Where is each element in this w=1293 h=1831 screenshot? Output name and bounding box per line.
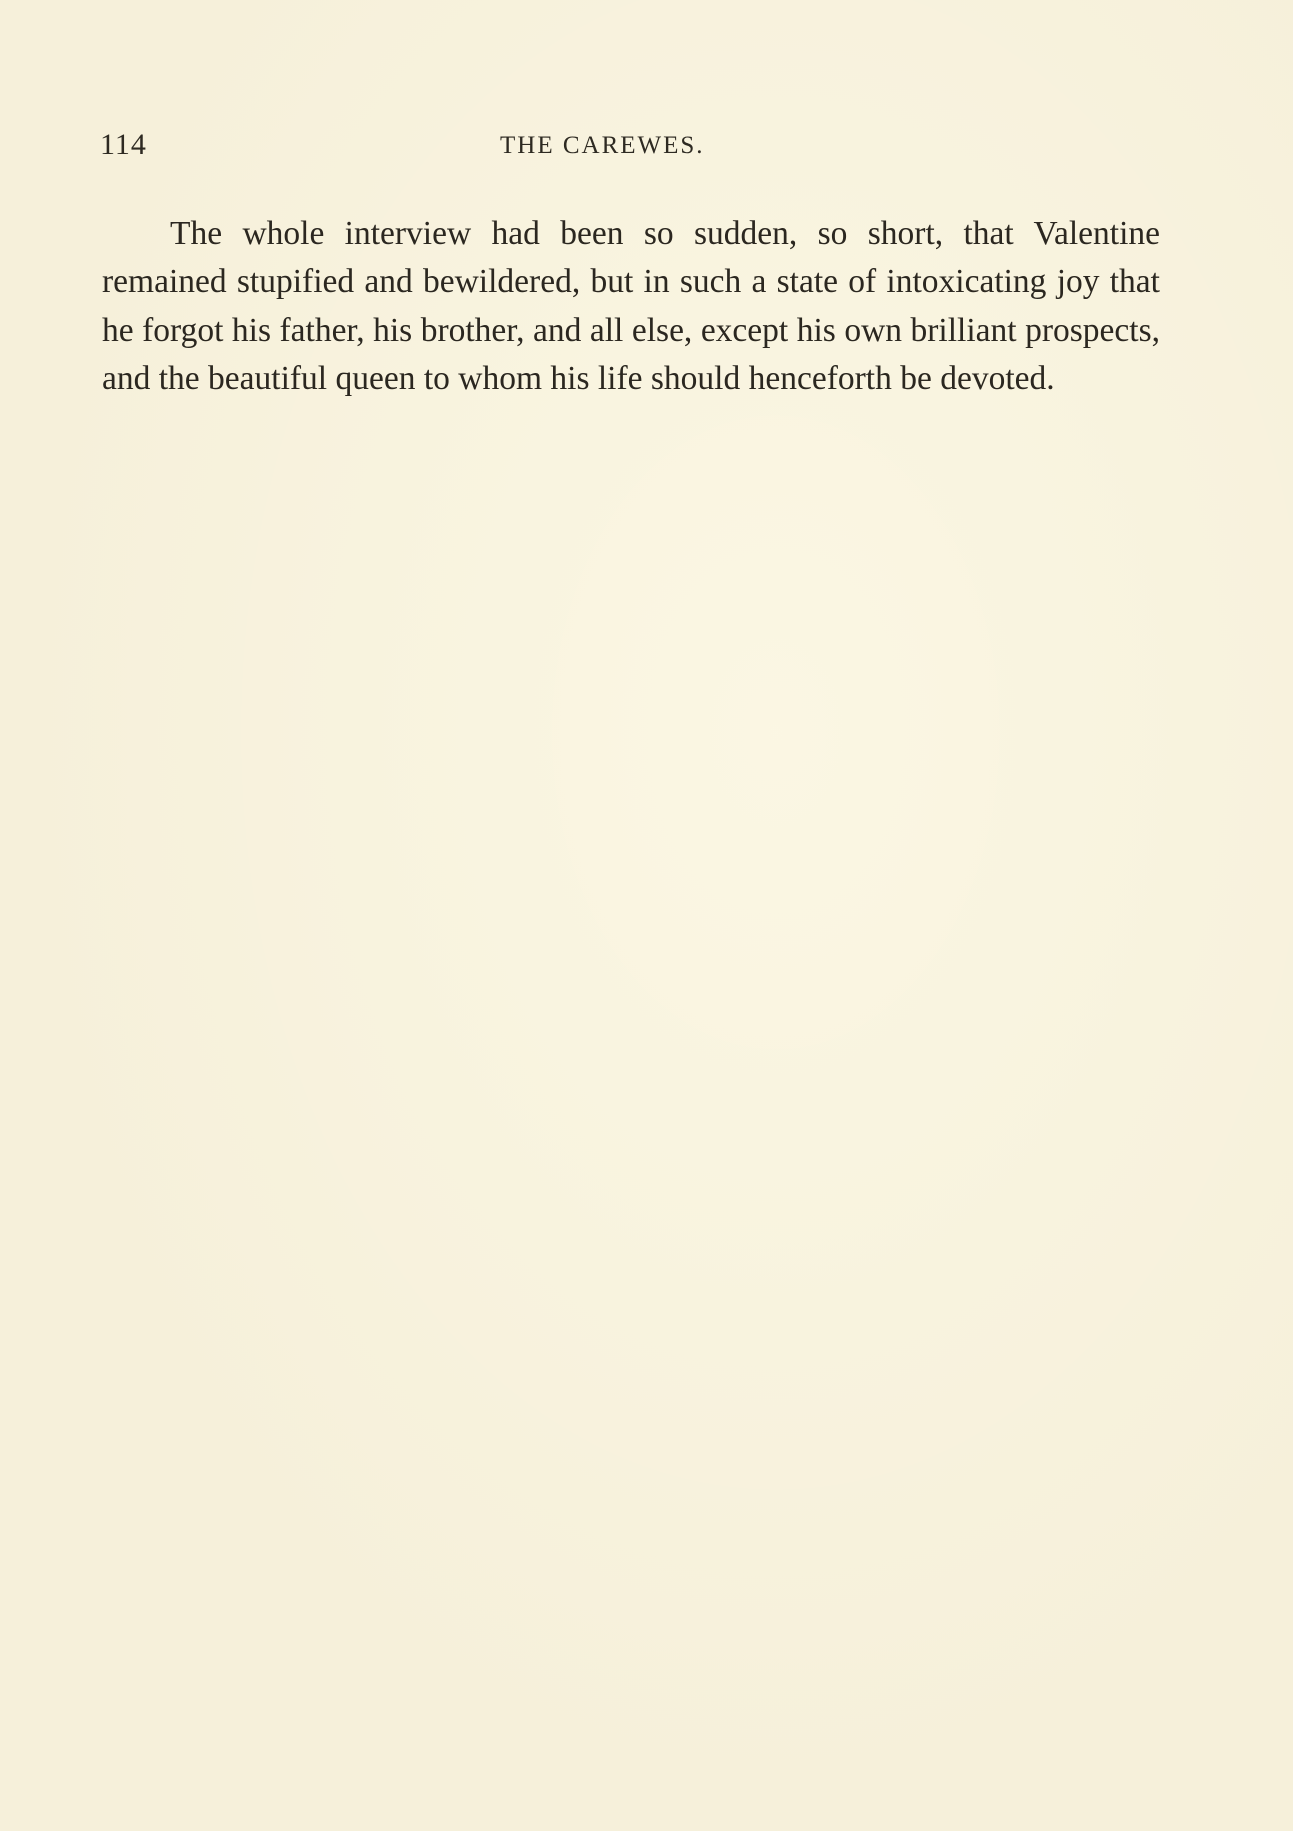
body-paragraph: The whole interview had been so sudden, so short, that Valentine remained stupified and bewildered, but in such a state of intoxicating joy that he forgot his father, his brother, and all else, except his own brilliant prospects, and the beautiful queen to whom his life should henceforth be devoted. [102, 215, 1160, 398]
running-title: THE CAREWES. [500, 132, 705, 159]
bleed-through-shadow [1063, 670, 1173, 1770]
running-head [100, 128, 1160, 168]
page-number: 114 [100, 128, 147, 161]
